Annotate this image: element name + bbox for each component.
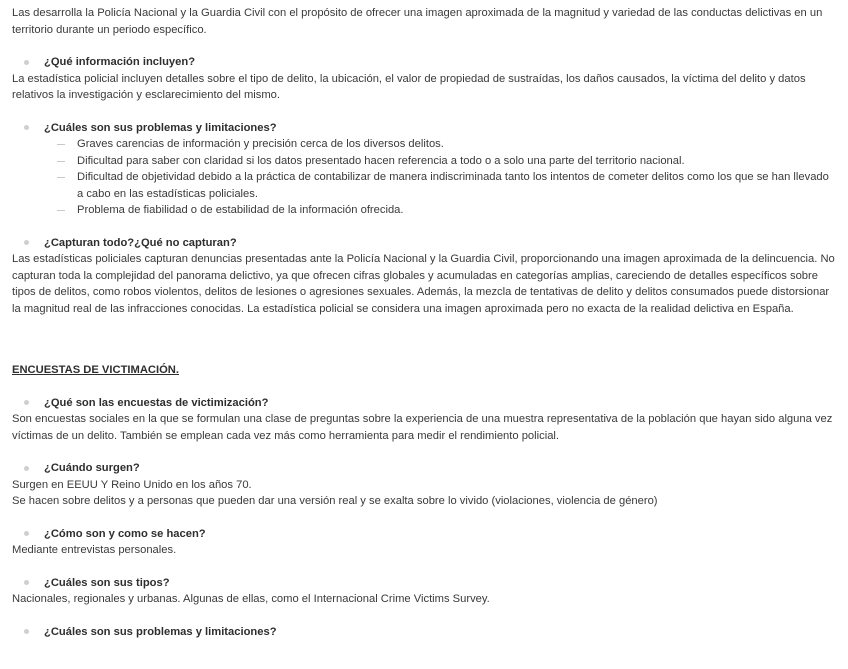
bullet-icon	[24, 125, 29, 130]
question-heading	[12, 120, 836, 137]
question-title: ¿Cuáles son sus problemas y limitaciones?	[44, 625, 277, 638]
question-title: ¿Qué son las encuestas de victimización?	[44, 396, 269, 409]
list-item: Graves carencias de información y precisión cerca de los diversos delitos.	[56, 136, 836, 153]
question-heading	[12, 395, 836, 412]
question-title: ¿Cómo son y como se hacen?	[44, 527, 206, 540]
list-item: Problema de fiabilidad o de estabilidad de la información ofrecida.	[56, 202, 836, 219]
bullet-icon	[24, 580, 29, 585]
answer-paragraph: Mediante entrevistas personales.	[12, 544, 177, 556]
intro-paragraph: Las desarrolla la Policía Nacional y la Guardia Civil con el propósito de ofrecer una imagen aproximada de la magnitud y variedad de las conductas delictivas en un territorio durante un periodo específico.	[12, 7, 823, 36]
question-heading	[12, 54, 836, 71]
question-heading	[12, 235, 836, 252]
question-title: ¿Cuáles son sus tipos?	[44, 576, 170, 589]
section-heading: ENCUESTAS DE VICTIMACIÓN.	[12, 364, 179, 376]
list-item: Dificultad de objetividad debido a la práctica de contabilizar de manera indiscriminada tanto los intentos de cometer delitos como los que se han llevado a cabo en las estadísticas policiales.	[56, 169, 836, 202]
question-heading	[12, 624, 836, 641]
answer-line: Surgen en EEUU Y Reino Unido en los años 70.	[12, 478, 252, 491]
bullet-icon	[24, 60, 29, 65]
question-heading	[12, 460, 836, 477]
question-heading	[12, 526, 836, 543]
bullet-icon	[24, 531, 29, 536]
bullet-icon	[24, 400, 29, 405]
bullet-icon	[24, 466, 29, 471]
question-title: ¿Capturan todo?¿Qué no capturan?	[44, 236, 237, 249]
list-item: Dificultad para saber con claridad si los datos presentado hacen referencia a todo o a solo una parte del territorio nacional.	[56, 153, 836, 170]
limitations-list	[12, 136, 836, 219]
answer-line: Se hacen sobre delitos y a personas que pueden dar una versión real y se exalta sobre lo vivido (violaciones, violencia de género)	[12, 495, 658, 507]
answer-paragraph: Son encuestas sociales en la que se formulan una clase de preguntas sobre la experiencia de una muestra representativa de la población que hayan sido alguna vez víctimas de un delito. También se emplean cada vez más como herramienta para medir el rendimiento policial.	[12, 413, 833, 442]
answer-paragraph: Nacionales, regionales y urbanas. Algunas de ellas, como el Internacional Crime Victims Survey.	[12, 593, 490, 605]
answer-paragraph: La estadística policial incluyen detalles sobre el tipo de delito, la ubicación, el valor de propiedad de sustraídas, los daños causados, la víctima del delito y datos relativos la investigación y esclarecimiento del mismo.	[12, 72, 806, 101]
question-heading	[12, 575, 836, 592]
question-title: ¿Cuáles son sus problemas y limitaciones?	[44, 121, 277, 134]
question-title: ¿Qué información incluyen?	[44, 56, 196, 68]
bullet-icon	[24, 629, 29, 634]
question-title: ¿Cuándo surgen?	[44, 462, 140, 474]
bullet-icon	[24, 240, 29, 245]
answer-paragraph: Las estadísticas policiales capturan denuncias presentadas ante la Policía Nacional y la Guardia Civil, proporcionando una imagen aproximada de la delincuencia. No capturan toda la complejidad del panorama delictivo, ya que ofrecen cifras globales y acumuladas en categorías amplias, careciendo de detalles específicos sobre tipos de delitos, como robos violentos, delitos de lesiones o agresiones sexuales. Además, la mezcla de tentativas de delito y delitos consumados puede distorsionar la magnitud real de las infracciones conocidas. La estadística policial se considera una imagen aproximada pero no exacta de la realidad delictiva en España.	[12, 253, 835, 315]
